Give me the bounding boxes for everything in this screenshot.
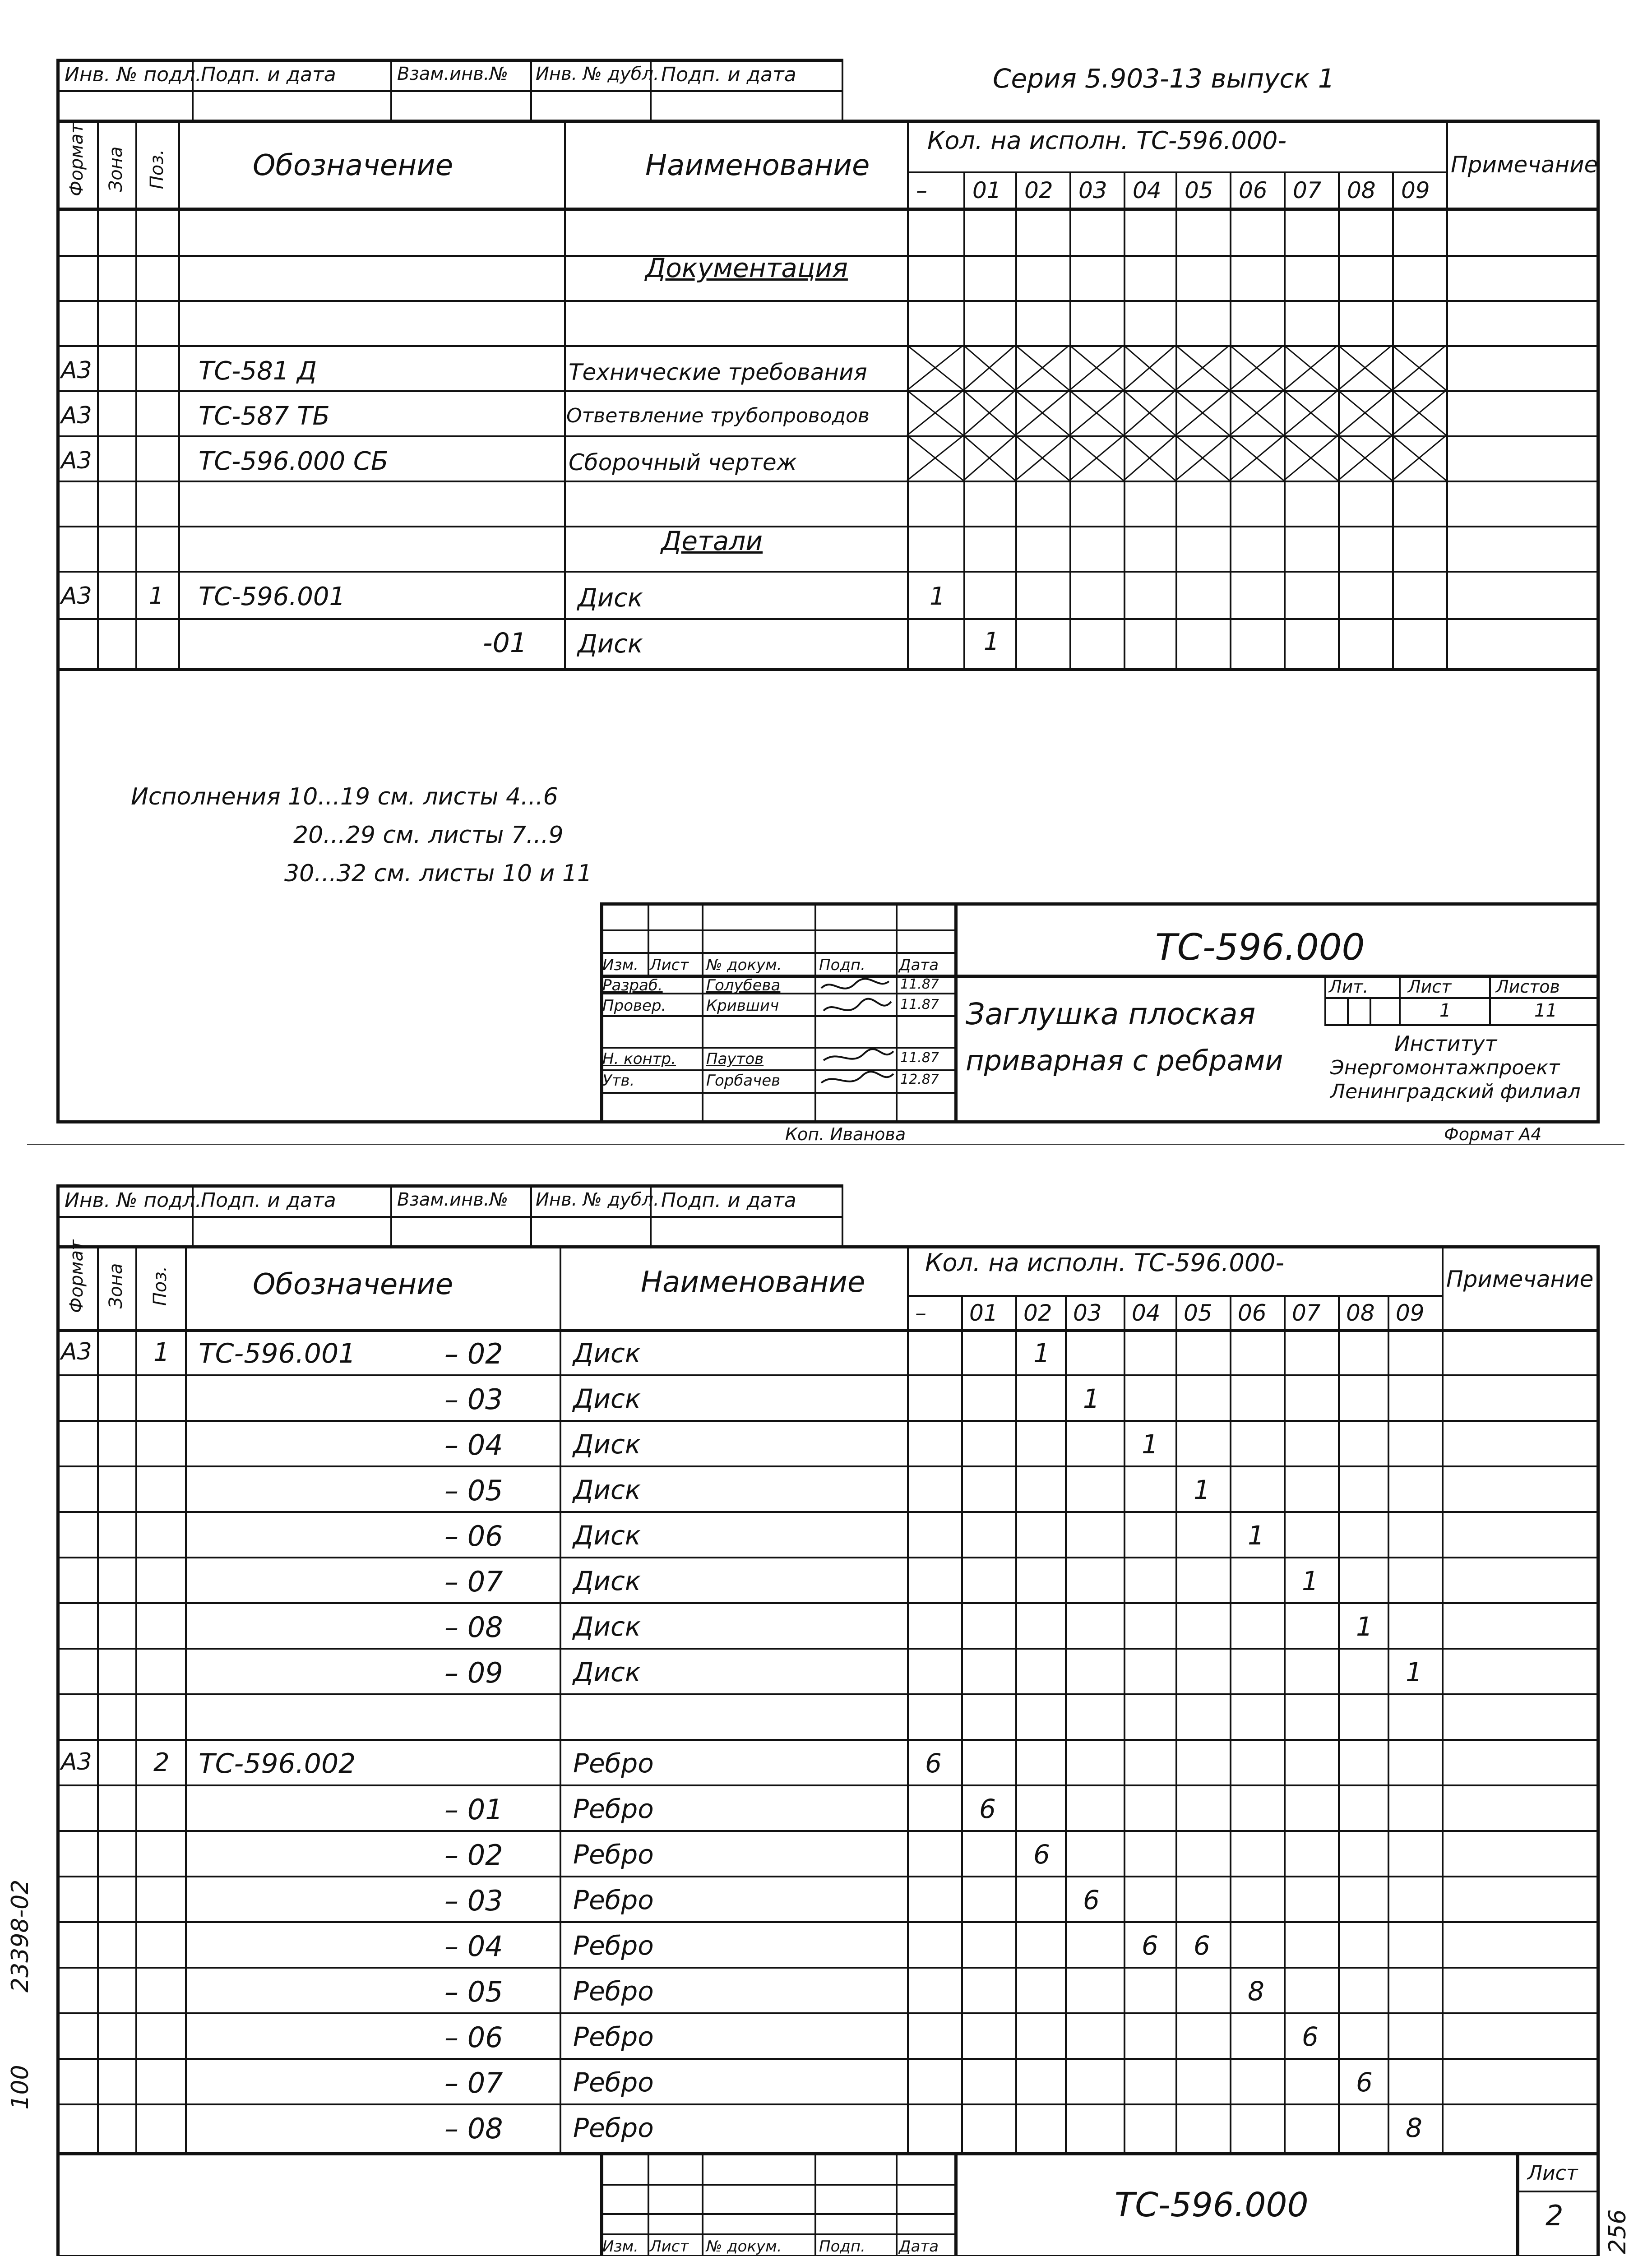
qty-cell: 6 <box>979 1794 996 1824</box>
variant-header: 08 <box>1346 1300 1375 1326</box>
variants-note-line3: 30...32 см. листы 10 и 11 <box>284 860 592 887</box>
part-row-qty: 1 <box>984 627 1000 656</box>
doc-row-designation: ТС-587 ТБ <box>199 402 330 431</box>
header-format: Формат <box>66 1239 87 1313</box>
row-suffix: – 01 <box>444 1793 503 1826</box>
col-head-list: Лист <box>650 956 689 974</box>
doc-row-designation: ТС-596.000 СБ <box>199 447 389 476</box>
qty-cell: 6 <box>925 1748 942 1779</box>
row-line <box>56 1784 1600 1786</box>
doc-row-name: Ответвление трубопроводов <box>566 404 870 427</box>
variant-header: 07 <box>1293 177 1322 203</box>
doc-row-format: А3 <box>61 357 92 384</box>
person: Паутов <box>706 1050 764 1068</box>
qty-cell: 1 <box>1194 1475 1210 1505</box>
row-suffix: – 06 <box>444 2021 503 2054</box>
format-label: Формат А4 <box>1444 1124 1542 1144</box>
header-designation: Обозначение <box>253 1268 453 1301</box>
variant-header: 07 <box>1292 1300 1321 1326</box>
doc-row-format: А3 <box>61 447 92 474</box>
part-row-designation: ТС-596.001 <box>199 582 346 611</box>
variant-header: 05 <box>1184 1300 1212 1326</box>
stamp-cell: Подп. и дата <box>201 63 336 86</box>
row-line <box>56 1693 1600 1695</box>
doc-row-format: А3 <box>61 402 92 429</box>
col-head-sign: Подп. <box>819 956 865 974</box>
row-line <box>56 1557 1600 1558</box>
role: Утв. <box>602 1072 635 1090</box>
row-line <box>56 2103 1600 2105</box>
variant-header: 03 <box>1078 177 1107 203</box>
top-stamp-2 <box>56 1184 842 1245</box>
header-qty-title: Кол. на исполн. ТС-596.000- <box>927 126 1287 155</box>
doc-row-name: Технические требования <box>569 359 867 385</box>
header-zone: Зона <box>106 146 126 192</box>
row-line <box>56 1648 1600 1650</box>
qty-cell: 6 <box>1033 1839 1050 1870</box>
row-pos: 2 <box>153 1748 170 1777</box>
row-name: Ребро <box>573 1885 654 1915</box>
org-line3: Ленинградский филиал <box>1330 1080 1581 1103</box>
variant-header: 01 <box>972 177 1001 203</box>
qty-cell: 1 <box>1302 1566 1319 1596</box>
row-suffix: – 07 <box>444 1565 503 1598</box>
row-suffix: – 08 <box>444 1611 503 1644</box>
side-code: 23398-02 <box>7 1879 34 1992</box>
header-qty-title: Кол. на исполн. ТС-596.000- <box>925 1248 1285 1277</box>
corner-number: 256 <box>1604 2209 1631 2254</box>
row-suffix: – 09 <box>444 1656 503 1689</box>
lit-label: Лит. <box>1329 977 1369 997</box>
stamp-cell: Инв. № дубл. <box>536 1189 659 1210</box>
row-suffix: – 02 <box>444 1337 503 1370</box>
row-line <box>56 2012 1600 2014</box>
person: Горбачев <box>706 1072 781 1090</box>
qty-cell: 1 <box>1083 1383 1100 1414</box>
row-name: Ребро <box>573 1839 654 1870</box>
header-pos: Поз. <box>150 1266 171 1306</box>
header-designation: Обозначение <box>253 149 453 182</box>
header-note: Примечание <box>1451 152 1598 178</box>
row-name: Диск <box>573 1611 641 1642</box>
qty-cell: 1 <box>1248 1520 1264 1551</box>
row-name: Ребро <box>573 2021 654 2052</box>
row-designation: ТС-596.002 <box>199 1748 356 1780</box>
qty-cell: 1 <box>1406 1657 1422 1687</box>
row-designation: ТС-596.001 <box>199 1338 356 1369</box>
row-name: Ребро <box>573 2067 654 2098</box>
variant-header: 06 <box>1238 1300 1267 1326</box>
qty-cell: 1 <box>1033 1338 1050 1368</box>
col-head-doc: № докум. <box>706 2238 782 2256</box>
row-suffix: – 08 <box>444 2112 503 2145</box>
part-row-name: Диск <box>578 629 643 659</box>
variant-header: – <box>916 177 927 203</box>
doc-row-designation: ТС-581 Д <box>199 356 317 386</box>
header-name: Наименование <box>641 1266 865 1299</box>
section-parts: Детали <box>661 526 763 556</box>
row-name: Ребро <box>573 2113 654 2143</box>
qty-cell: 6 <box>1356 2067 1373 2098</box>
row-name: Ребро <box>573 1794 654 1824</box>
date: 11.87 <box>900 1050 939 1066</box>
qty-cell: 8 <box>1248 1976 1264 2006</box>
qty-cell: 6 <box>1142 1930 1158 1961</box>
row-name: Ребро <box>573 1930 654 1961</box>
row-line <box>56 1830 1600 1832</box>
row-name: Диск <box>573 1429 641 1460</box>
sheet-label: Лист <box>1408 977 1452 997</box>
variant-header: 05 <box>1185 177 1213 203</box>
stamp-cell: Подп. и дата <box>201 1189 336 1212</box>
col-head-date: Дата <box>899 956 939 974</box>
top-stamp-1 <box>56 59 842 120</box>
stamp-cell: Взам.инв.№ <box>397 1189 509 1210</box>
doc-row-name: Сборочный чертеж <box>569 449 797 476</box>
row-name: Диск <box>573 1657 641 1687</box>
variant-header: 01 <box>969 1300 998 1326</box>
variants-note-line2: 20...29 см. листы 7...9 <box>293 822 564 849</box>
title-line2: приварная с ребрами <box>966 1044 1283 1077</box>
signature-marks <box>814 975 896 1101</box>
date: 11.87 <box>900 976 939 992</box>
row-line <box>56 1967 1600 1969</box>
row-name: Ребро <box>573 1976 654 2006</box>
row-suffix: – 05 <box>444 1975 503 2008</box>
row-line <box>56 1876 1600 1877</box>
stamp-cell: Инв. № дубл. <box>536 64 659 84</box>
col-head-date: Дата <box>899 2238 939 2256</box>
variant-header: – <box>915 1300 926 1326</box>
variant-header: 06 <box>1239 177 1268 203</box>
row-name: Диск <box>573 1338 641 1368</box>
title-line1: Заглушка плоская <box>966 997 1256 1031</box>
row-name: Диск <box>573 1566 641 1596</box>
date: 11.87 <box>900 997 939 1012</box>
doc-number: ТС-596.000 <box>1115 2186 1309 2224</box>
row-suffix: – 07 <box>444 2066 503 2099</box>
header-zone: Зона <box>106 1263 126 1309</box>
stamp-cell: Инв. № подл. <box>65 63 202 86</box>
row-suffix: – 06 <box>444 1520 503 1553</box>
variant-header: 09 <box>1401 177 1430 203</box>
sheets-value: 11 <box>1534 1000 1557 1021</box>
qty-cell: 6 <box>1083 1885 1100 1915</box>
row-line <box>56 1465 1600 1467</box>
stamp-cell: Подп. и дата <box>661 63 796 86</box>
series-label: Серия 5.903-13 выпуск 1 <box>993 63 1335 94</box>
header-format: Формат <box>66 123 87 196</box>
qty-cell: 1 <box>1142 1429 1158 1460</box>
stamp-cell: Инв. № подл. <box>65 1189 202 1212</box>
row-suffix: – 04 <box>444 1428 503 1461</box>
row-line <box>56 1511 1600 1513</box>
row-line <box>56 1739 1600 1741</box>
role: Н. контр. <box>602 1050 676 1068</box>
part-row-pos: 1 <box>149 582 164 610</box>
row-suffix: – 05 <box>444 1474 503 1507</box>
part-row-format: А3 <box>61 582 92 610</box>
row-line <box>56 1921 1600 1923</box>
variant-header: 04 <box>1132 1300 1161 1326</box>
row-name: Диск <box>573 1520 641 1551</box>
header-name: Наименование <box>645 149 870 182</box>
copied-by: Коп. Иванова <box>785 1124 906 1144</box>
part-row-suffix: -01 <box>483 627 527 659</box>
part-row-qty: 1 <box>930 582 945 610</box>
variants-note-line1: Исполнения 10...19 см. листы 4...6 <box>131 783 558 810</box>
row-suffix: – 02 <box>444 1839 503 1872</box>
header-note: Примечание <box>1446 1266 1594 1292</box>
org-line2: Энергомонтажпроект <box>1330 1056 1560 1079</box>
qty-cell: 6 <box>1302 2021 1319 2052</box>
variant-header: 03 <box>1073 1300 1102 1326</box>
sheets-label: Листов <box>1496 977 1560 997</box>
col-head-izm: Изм. <box>602 2238 639 2256</box>
person: Крившич <box>706 997 779 1015</box>
part-row-name: Диск <box>578 583 643 613</box>
role: Разраб. <box>602 976 663 994</box>
qty-cell: 8 <box>1406 2113 1422 2143</box>
section-documentation: Документация <box>645 253 848 283</box>
col-head-doc: № докум. <box>706 956 782 974</box>
row-suffix: – 03 <box>444 1383 503 1416</box>
variant-header: 04 <box>1133 177 1161 203</box>
sheet-value: 1 <box>1439 1000 1451 1021</box>
row-line <box>56 1602 1600 1604</box>
variant-header: 02 <box>1024 177 1053 203</box>
variant-header: 02 <box>1023 1300 1052 1326</box>
row-format: А3 <box>61 1338 92 1365</box>
doc-number: ТС-596.000 <box>1155 926 1365 968</box>
stamp-cell: Взам.инв.№ <box>397 64 509 84</box>
date: 12.87 <box>900 1072 939 1087</box>
col-head-list: Лист <box>650 2238 689 2256</box>
person: Голубева <box>706 976 781 994</box>
sheet-divider <box>27 1144 1624 1145</box>
row-line <box>56 2058 1600 2060</box>
row-pos: 1 <box>153 1338 170 1367</box>
col-head-sign: Подп. <box>819 2238 865 2256</box>
row-line <box>56 1420 1600 1422</box>
row-name: Ребро <box>573 1748 654 1779</box>
row-suffix: – 03 <box>444 1884 503 1917</box>
org-line1: Институт <box>1394 1031 1497 1056</box>
header-pos: Поз. <box>147 149 167 190</box>
variant-header: 08 <box>1347 177 1376 203</box>
qty-cell: 1 <box>1356 1611 1373 1642</box>
row-line <box>56 1374 1600 1376</box>
sheet-value: 2 <box>1546 2199 1564 2232</box>
row-name: Диск <box>573 1475 641 1505</box>
row-suffix: – 04 <box>444 1930 503 1963</box>
stamp-cell: Подп. и дата <box>661 1189 796 1212</box>
side-number: 100 <box>7 2065 34 2110</box>
sheet-label: Лист <box>1527 2162 1578 2185</box>
col-head-izm: Изм. <box>602 956 639 974</box>
crossed-cells <box>907 345 1446 481</box>
role: Провер. <box>602 997 666 1015</box>
row-name: Диск <box>573 1383 641 1414</box>
variant-header: 09 <box>1396 1300 1425 1326</box>
row-format: А3 <box>61 1748 92 1775</box>
qty-cell: 6 <box>1194 1930 1210 1961</box>
